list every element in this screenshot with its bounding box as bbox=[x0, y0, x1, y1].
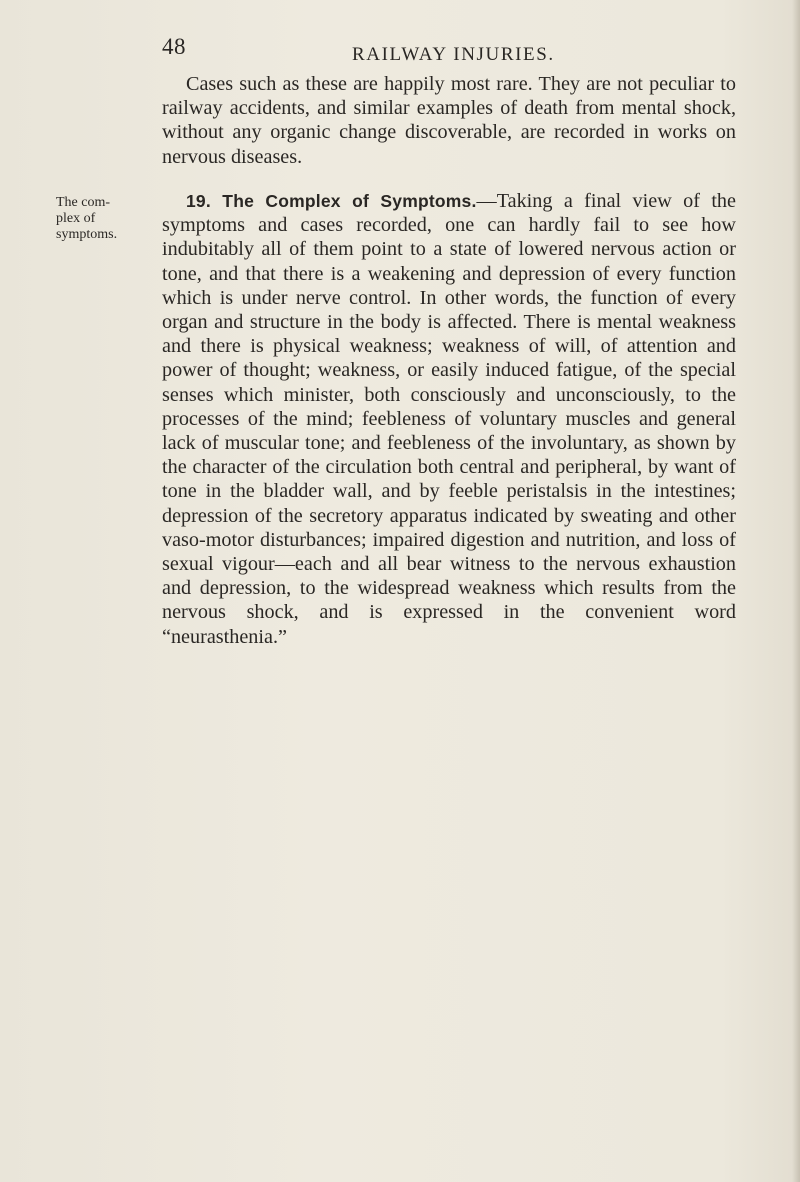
margin-note-line: symptoms. bbox=[56, 227, 118, 242]
paragraph-intro: Cases such as these are happily most rare. They are not peculiar to railway accidents, and similar examples of death from mental shock, without any organic change discoverable, are recorded in works on nervous diseases. bbox=[162, 73, 736, 168]
margin-note-line: The com- bbox=[56, 195, 111, 210]
running-title: RAILWAY INJURIES. bbox=[352, 44, 555, 65]
page-edge-shadow bbox=[792, 0, 800, 1182]
margin-note-line: plex of bbox=[56, 211, 96, 226]
paragraph-section-19 bbox=[162, 189, 736, 649]
section-body: —Taking a final view of the symptoms and cases recorded, one can hardly fail to see how indubitably all of them point to a state of lowered nervous action or tone, and that there is a weakening and depression of every function which is under nerve control. In other words, the function of every organ and structure in the body is affected. There is mental weakness and there is physical weakness; weakness of will, of attention and power of thought; weakness, or easily induced fatigue, of the special senses which minister, both consciously and unconsciously, to the processes of the mind; feebleness of voluntary muscles and general lack of muscular tone; and feebleness of the involuntary, as shown by the character of the circulation both central and peripheral, by want of tone in the bladder wall, and by feeble peristalsis in the intestines; depression of the secretory apparatus indicated by sweating and other vaso-motor disturbances; impaired digestion and nutrition, and loss of sexual vigour—each and all bear witness to the nervous exhaustion and depression, to the widespread weakness which results from the nervous shock, and is expressed in the convenient word “neurasthenia.” bbox=[162, 190, 736, 648]
margin-note bbox=[56, 195, 156, 243]
page-number: 48 bbox=[162, 34, 186, 59]
section-heading: 19. The Complex of Symptoms. bbox=[186, 191, 477, 211]
